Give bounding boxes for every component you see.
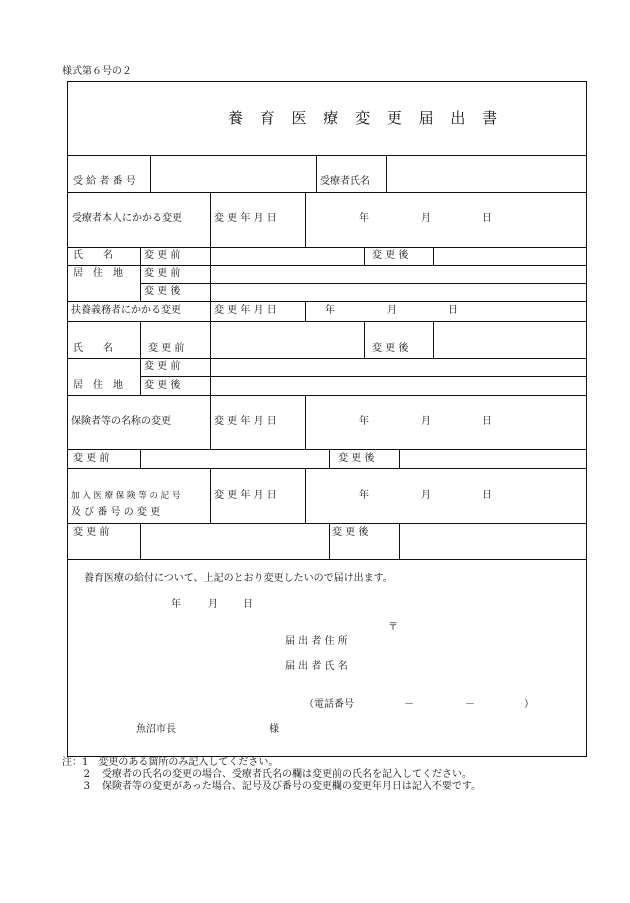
insurer-change-month: 月 bbox=[421, 416, 431, 427]
applicant-address-label: 届 出 者 住 所 bbox=[285, 636, 348, 647]
patient-name-before-label: 変 更 前 bbox=[144, 250, 181, 261]
insurance-code-label-line1: 加 入 医 療 保 険 等 の 記 号 bbox=[71, 491, 181, 501]
patient-change-label: 受療者本人にかかる変更 bbox=[72, 213, 182, 224]
application-form bbox=[67, 81, 587, 757]
patient-address-after-label: 変 更 後 bbox=[144, 286, 181, 297]
insurer-after-label: 変 更 後 bbox=[338, 453, 375, 464]
declaration-month: 月 bbox=[208, 599, 218, 610]
applicant-name-label: 届 出 者 氏 名 bbox=[285, 661, 348, 672]
guardian-change-year: 年 bbox=[325, 305, 335, 316]
postal-mark: 〒 bbox=[388, 622, 398, 633]
honorific: 様 bbox=[269, 724, 279, 735]
phone-label: （電話番号 bbox=[304, 699, 354, 710]
declaration-year: 年 bbox=[171, 599, 181, 610]
recipient-number-label: 受 給 者 番 号 bbox=[73, 176, 136, 187]
phone-dash-1: － bbox=[404, 699, 414, 710]
patient-name-after-label: 変 更 後 bbox=[372, 250, 409, 261]
form-title: 養 育 医 療 変 更 届 出 書 bbox=[228, 109, 504, 127]
code-change-day: 日 bbox=[482, 490, 492, 501]
guardian-change-label: 扶養義務者にかかる変更 bbox=[71, 305, 181, 316]
insurer-change-day: 日 bbox=[482, 416, 492, 427]
declaration-day: 日 bbox=[243, 599, 253, 610]
code-after-label: 変 更 後 bbox=[332, 527, 369, 538]
code-change-month: 月 bbox=[421, 490, 431, 501]
patient-change-year: 年 bbox=[359, 213, 369, 224]
code-before-label: 変 更 前 bbox=[73, 527, 110, 538]
insurer-change-year: 年 bbox=[359, 416, 369, 427]
guardian-change-day: 日 bbox=[448, 305, 458, 316]
code-change-year: 年 bbox=[359, 490, 369, 501]
notes-prefix: 注： bbox=[62, 757, 82, 768]
addressee: 魚沼市長 bbox=[136, 724, 176, 735]
guardian-name-row-label: 氏 名 bbox=[73, 343, 113, 354]
guardian-name-before-label: 変 更 前 bbox=[148, 343, 185, 354]
guardian-address-after-label: 変 更 後 bbox=[144, 380, 181, 391]
insurer-before-label: 変 更 前 bbox=[73, 453, 110, 464]
notes bbox=[62, 757, 481, 793]
insurer-change-label: 保険者等の名称の変更 bbox=[71, 416, 171, 427]
guardian-address-before-label: 変 更 前 bbox=[144, 361, 181, 372]
note-3: 3 保険者等の変更があった場合、記号及び番号の変更欄の変更年月日は記入不要です。 bbox=[83, 781, 482, 792]
phone-close: ） bbox=[524, 699, 534, 710]
guardian-change-date-label: 変 更 年 月 日 bbox=[214, 305, 277, 316]
patient-address-row-label: 居 住 地 bbox=[73, 268, 123, 279]
patient-change-day: 日 bbox=[482, 213, 492, 224]
patient-name-row-label: 氏 名 bbox=[73, 250, 113, 261]
guardian-name-after-label: 変 更 後 bbox=[372, 343, 409, 354]
phone-dash-2: － bbox=[465, 699, 475, 710]
form-number: 様式第６号の２ bbox=[62, 66, 132, 77]
patient-change-month: 月 bbox=[421, 213, 431, 224]
declaration-text: 養育医療の給付について、上記のとおり変更したいので届け出ます。 bbox=[84, 573, 393, 584]
note-2: 2 受療者の氏名の変更の場合、受療者氏名の欄は変更前の氏名を記入してください。 bbox=[83, 769, 472, 780]
patient-change-date-label: 変 更 年 月 日 bbox=[214, 213, 277, 224]
patient-name-label: 受療者氏名 bbox=[320, 176, 370, 187]
guardian-change-month: 月 bbox=[387, 305, 397, 316]
insurance-code-label-line2: 及 び 番 号 の 変 更 bbox=[71, 507, 161, 518]
insurer-change-date-label: 変 更 年 月 日 bbox=[214, 416, 277, 427]
guardian-address-row-label: 居 住 地 bbox=[73, 380, 123, 391]
note-1: 注：1 変更のある箇所のみ記入してください。 bbox=[62, 757, 279, 768]
code-change-date-label: 変 更 年 月 日 bbox=[214, 490, 277, 501]
patient-address-before-label: 変 更 前 bbox=[144, 268, 181, 279]
